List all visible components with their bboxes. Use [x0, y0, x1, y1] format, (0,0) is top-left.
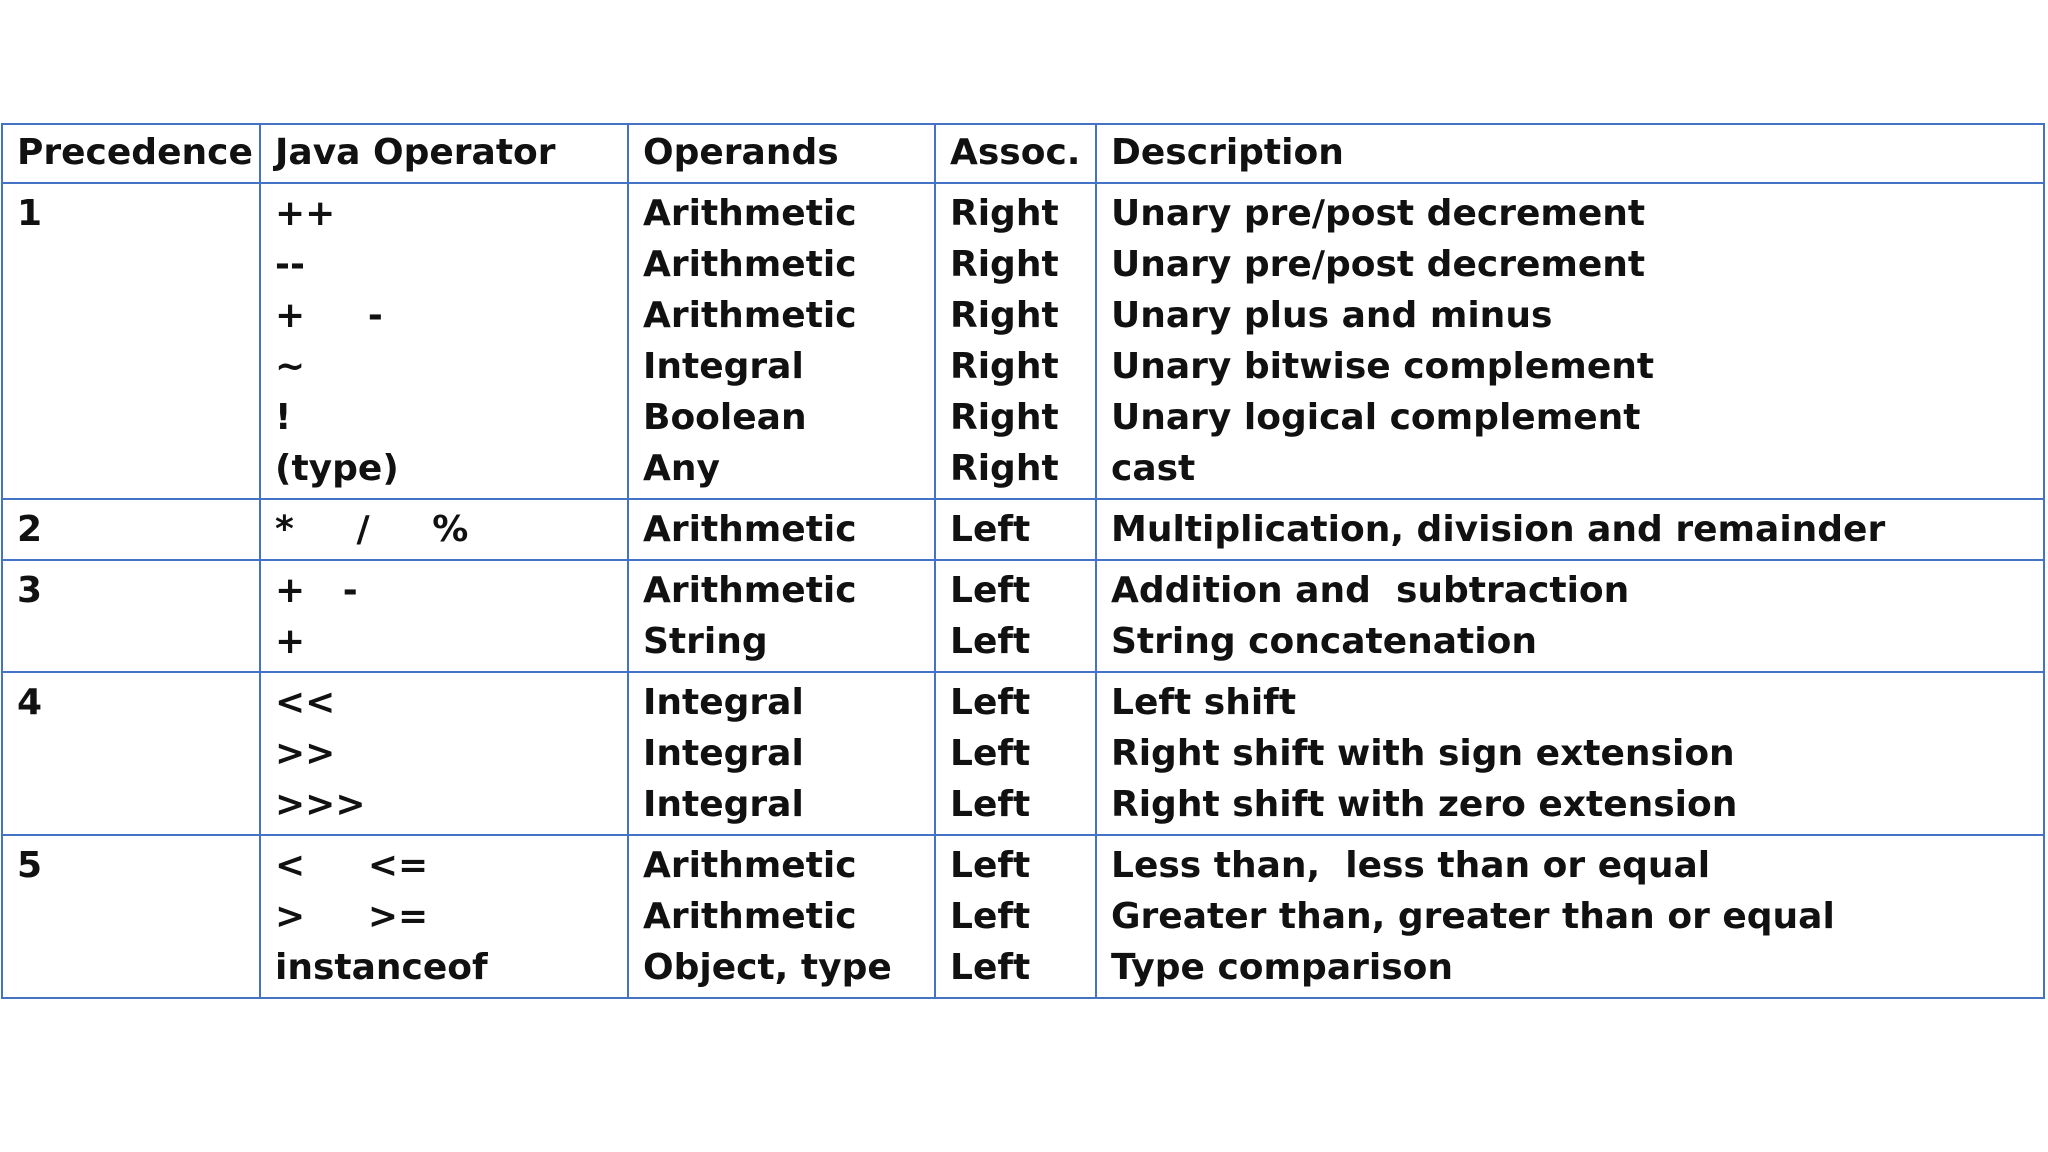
header-description: Description: [1096, 124, 2044, 183]
assoc-text: Left: [950, 621, 1031, 662]
description-cell: [1096, 183, 2044, 499]
assoc-text: Right: [950, 448, 1059, 489]
operands-cell: [628, 183, 935, 499]
operands-text: Arithmetic: [643, 509, 857, 550]
description-text: Right shift with zero extension: [1111, 784, 1738, 825]
operator-text: >>>: [275, 784, 366, 825]
operator-cell: [260, 499, 628, 560]
description-text: Unary logical complement: [1111, 397, 1641, 438]
operands-text: Integral: [643, 346, 804, 387]
assoc-cell: [935, 499, 1096, 560]
operator-text: >>: [275, 733, 336, 774]
operands-text: Integral: [643, 784, 804, 825]
description-text: cast: [1111, 448, 1196, 489]
description-text: Unary bitwise complement: [1111, 346, 1655, 387]
description-cell: [1096, 672, 2044, 835]
description-text: String concatenation: [1111, 621, 1537, 662]
header-assoc: Assoc.: [935, 124, 1096, 183]
header-operands: Operands: [628, 124, 935, 183]
operator-cell: [260, 560, 628, 672]
precedence-cell: 1: [2, 183, 260, 499]
operator-cell: [260, 672, 628, 835]
table-row: [2, 672, 2044, 835]
assoc-text: Left: [950, 896, 1031, 937]
precedence-cell: 3: [2, 560, 260, 672]
operator-text: + -: [275, 295, 383, 336]
operands-text: Integral: [643, 682, 804, 723]
table-row: [2, 183, 2044, 499]
assoc-text: Left: [950, 733, 1031, 774]
assoc-text: Left: [950, 845, 1031, 886]
operands-text: String: [643, 621, 768, 662]
assoc-cell: [935, 183, 1096, 499]
assoc-cell: [935, 835, 1096, 998]
assoc-cell: [935, 560, 1096, 672]
operands-cell: [628, 672, 935, 835]
description-text: Unary pre/post decrement: [1111, 244, 1646, 285]
operator-text: +: [275, 621, 306, 662]
description-text: Left shift: [1111, 682, 1297, 723]
table-row: [2, 560, 2044, 672]
operands-text: Object, type: [643, 947, 892, 988]
operands-text: Arithmetic: [643, 845, 857, 886]
operator-text: ++: [275, 193, 336, 234]
assoc-text: Left: [950, 682, 1031, 723]
operator-text: (type): [275, 448, 399, 489]
description-cell: [1096, 560, 2044, 672]
description-text: Multiplication, division and remainder: [1111, 509, 1886, 550]
operator-text: <<: [275, 682, 336, 723]
operator-cell: [260, 183, 628, 499]
operator-text: < <=: [275, 845, 429, 886]
precedence-cell: 4: [2, 672, 260, 835]
operator-text: instanceof: [275, 947, 488, 988]
description-text: Greater than, greater than or equal: [1111, 896, 1835, 937]
operands-text: Arithmetic: [643, 193, 857, 234]
table-body: [2, 183, 2044, 998]
operands-text: Arithmetic: [643, 295, 857, 336]
operator-text: ~: [275, 346, 306, 387]
operands-cell: [628, 835, 935, 998]
operands-text: Integral: [643, 733, 804, 774]
operands-text: Arithmetic: [643, 244, 857, 285]
description-cell: [1096, 835, 2044, 998]
description-text: Type comparison: [1111, 947, 1453, 988]
operator-cell: [260, 835, 628, 998]
precedence-cell: 5: [2, 835, 260, 998]
header-java-operator: Java Operator: [260, 124, 628, 183]
assoc-text: Right: [950, 244, 1059, 285]
assoc-text: Left: [950, 784, 1031, 825]
table-row: [2, 835, 2044, 998]
assoc-text: Left: [950, 509, 1031, 550]
operands-cell: [628, 499, 935, 560]
operands-text: Any: [643, 448, 720, 489]
operator-text: * / %: [275, 509, 469, 550]
description-text: Right shift with sign extension: [1111, 733, 1735, 774]
operands-text: Boolean: [643, 397, 807, 438]
description-text: Less than, less than or equal: [1111, 845, 1711, 886]
operands-text: Arithmetic: [643, 896, 857, 937]
operator-text: > >=: [275, 896, 429, 937]
description-cell: [1096, 499, 2044, 560]
operator-text: + -: [275, 570, 358, 611]
assoc-text: Left: [950, 947, 1031, 988]
assoc-text: Left: [950, 570, 1031, 611]
assoc-text: Right: [950, 193, 1059, 234]
description-text: Unary plus and minus: [1111, 295, 1553, 336]
description-text: Unary pre/post decrement: [1111, 193, 1646, 234]
assoc-text: Right: [950, 346, 1059, 387]
assoc-text: Right: [950, 295, 1059, 336]
header-row: [2, 124, 2044, 183]
header-precedence: Precedence: [2, 124, 260, 183]
operator-text: !: [275, 397, 292, 438]
operator-text: --: [275, 244, 305, 285]
operands-cell: [628, 560, 935, 672]
operator-precedence-table: [1, 123, 2045, 999]
operands-text: Arithmetic: [643, 570, 857, 611]
precedence-cell: 2: [2, 499, 260, 560]
assoc-text: Right: [950, 397, 1059, 438]
description-text: Addition and subtraction: [1111, 570, 1630, 611]
table-row: [2, 499, 2044, 560]
assoc-cell: [935, 672, 1096, 835]
